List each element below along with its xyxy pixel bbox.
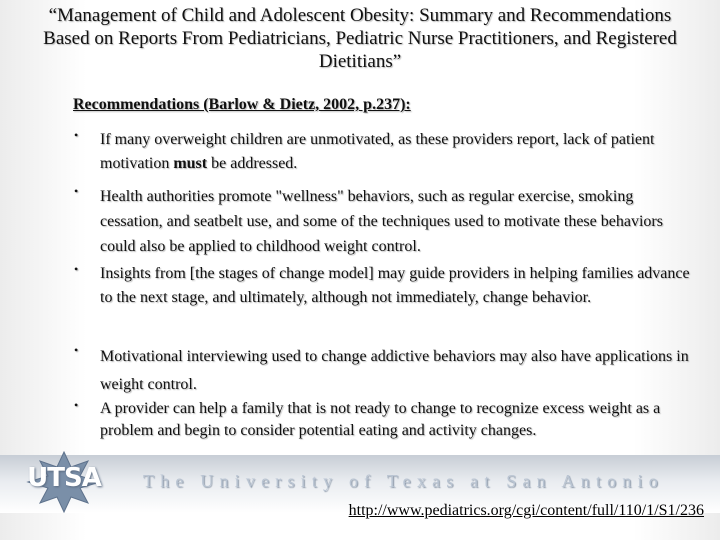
- bullet-icon: •: [74, 128, 79, 142]
- recommendations-heading: Recommendations (Barlow & Dietz, 2002, p.237):: [73, 96, 411, 113]
- bullet-icon: •: [74, 262, 79, 276]
- slide-title: “Management of Child and Adolescent Obesity: Summary and Recommendations Based on Reports From Pediatricians, Pediatric Nurse Practitioners, and Registered Dietitians”: [43, 5, 677, 72]
- source-link[interactable]: http://www.pediatrics.org/cgi/content/full/110/1/S1/236: [348, 502, 704, 519]
- bullet-icon: •: [74, 184, 79, 198]
- bullet-text-part: be addressed.: [207, 155, 298, 172]
- bullet-icon: •: [74, 398, 79, 412]
- logo-text: UTSA: [27, 463, 101, 493]
- university-name: The University of Texas at San Antonio: [143, 471, 664, 491]
- emphasis-text: must: [173, 155, 208, 172]
- bullet-text: Motivational interviewing used to change addictive behaviors may also have applications in weight control.: [100, 348, 689, 393]
- utsa-logo: [14, 451, 114, 513]
- bullet-text: Health authorities promote "wellness" behaviors, such as regular exercise, smoking cessation, and seatbelt use, and some of the techniques used to motivate these behaviors could also be applied to childhood weight control.: [100, 188, 663, 255]
- bullet-text-part: If many overweight children are unmotivated, as these providers report, lack of patient motivation: [100, 131, 655, 172]
- bullet-text: Insights from [the stages of change model] may guide providers in helping families advance to the next stage, and ultimately, although not immediately, change behavior.: [100, 265, 690, 306]
- bullet-icon: •: [74, 343, 79, 357]
- bullet-text: [100, 128, 690, 176]
- bullet-text: A provider can help a family that is not ready to change to recognize excess weight as a problem and begin to consider potential eating and activity changes.: [100, 400, 661, 439]
